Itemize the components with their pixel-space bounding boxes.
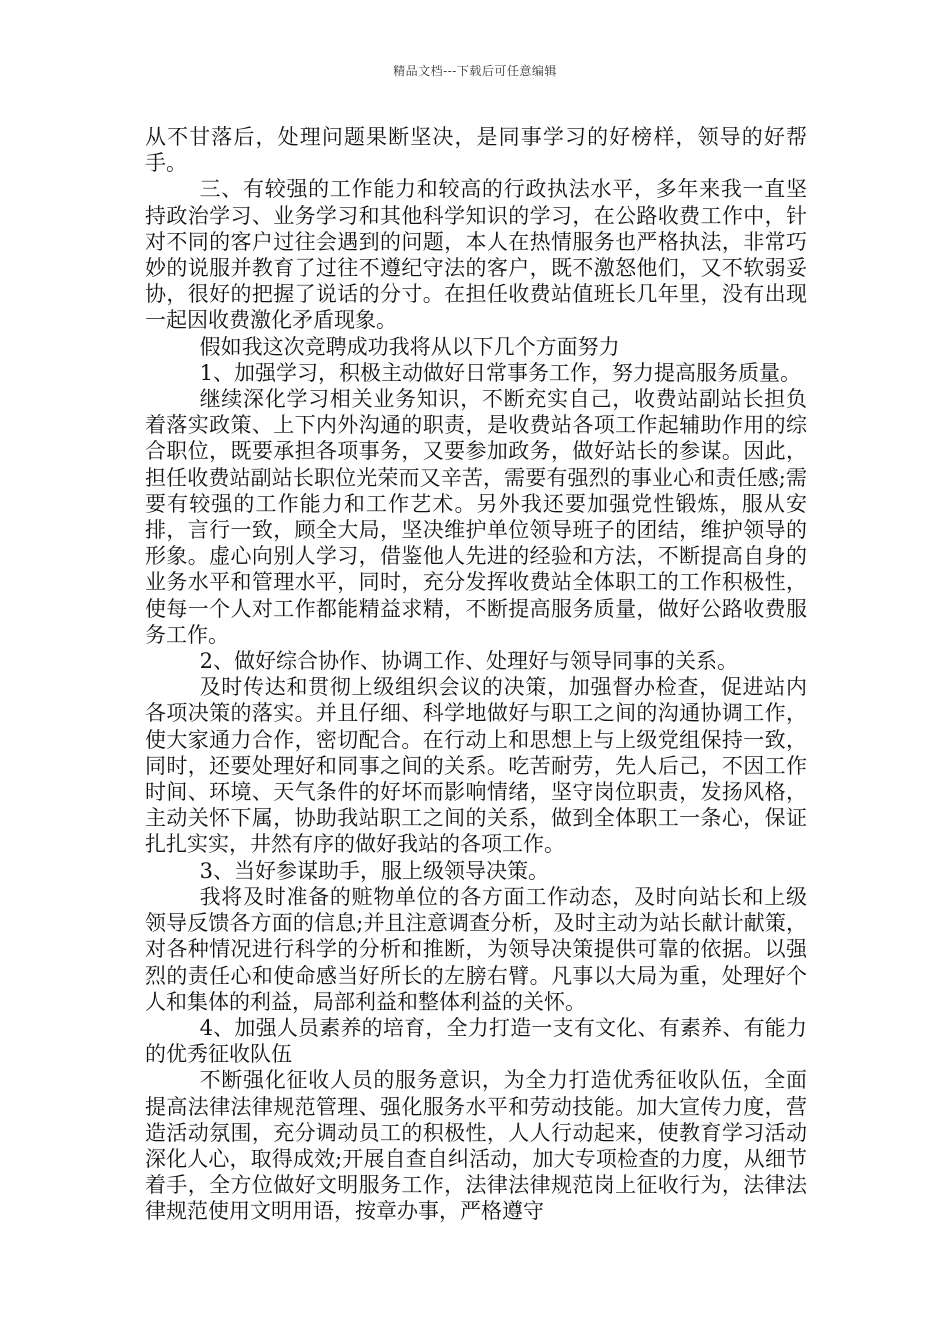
document-body	[145, 124, 807, 1225]
page-header: 精品文档---下载后可任意编辑	[393, 64, 557, 78]
paragraph: 及时传达和贯彻上级组织会议的决策，加强督办检查，促进站内各项决策的落实。并且仔细、科学地做好与职工之间的沟通协调工作，使大家通力合作，密切配合。在行动上和思想上与上级党组保持一致，同时，还要处理好和同事之间的关系。吃苦耐劳，先人后己，不因工作时间、环境、天气条件的好坏而影响情绪，坚守岗位职责，发扬风格，主动关怀下属，协助我站职工之间的关系，做到全体职工一条心，保证扎扎实实，井然有序的做好我站的各项工作。	[145, 675, 807, 857]
paragraph: 4、加强人员素养的培育，全力打造一支有文化、有素养、有能力的优秀征收队伍	[145, 1015, 807, 1067]
paragraph: 3、当好参谋助手，服上级领导决策。	[199, 858, 549, 883]
paragraph: 继续深化学习相关业务知识，不断充实自己，收费站副站长担负着落实政策、上下内外沟通的职责，是收费站各项工作起辅助作用的综合职位，既要承担各项事务，又要参加政务，做好站长的参谋。因此，担任收费站副站长职位光荣而又辛苦，需要有强烈的事业心和责任感;需要有较强的工作能力和工作艺术。另外我还要加强党性锻炼，服从安排，言行一致，顾全大局，坚决维护单位领导班子的团结，维护领导的形象。虚心向别人学习，借鉴他人先进的经验和方法，不断提高自身的业务水平和管理水平，同时，充分发挥收费站全体职工的工作积极性，使每一个人对工作都能精益求精，不断提高服务质量，做好公路收费服务工作。	[145, 387, 807, 647]
paragraph: 2、做好综合协作、协调工作、处理好与领导同事的关系。	[199, 649, 738, 674]
paragraph: 从不甘落后，处理问题果断坚决，是同事学习的好榜样，领导的好帮手。	[145, 125, 807, 176]
paragraph: 我将及时准备的赃物单位的各方面工作动态，及时向站长和上级领导反馈各方面的信息;并且注意调查分析，及时主动为站长献计献策，对各种情况进行科学的分析和推断，为领导决策提供可靠的依据。以强烈的责任心和使命感当好所长的左膀右臂。凡事以大局为重，处理好个人和集体的利益，局部利益和整体利益的关怀。	[145, 884, 807, 1014]
paragraph: 不断强化征收人员的服务意识，为全力打造优秀征收队伍，全面提高法律法律规范管理、强化服务水平和劳动技能。加大宣传力度，营造活动氛围，充分调动员工的积极性，人人行动起来，使教育学习活动深化人心，取得成效;开展自查自纠活动，加大专项检查的力度，从细节着手，全方位做好文明服务工作，法律法律规范岗上征收行为，法律法律规范使用文明用语，按章办事，严格遵守	[145, 1068, 807, 1224]
paragraph: 三、有较强的工作能力和较高的行政执法水平，多年来我一直坚持政治学习、业务学习和其他科学知识的学习，在公路收费工作中，针对不同的客户过往会遇到的问题，本人在热情服务也严格执法，非常巧妙的说服并教育了过往不遵纪守法的客户，既不激怒他们，又不软弱妥协，很好的把握了说话的分寸。在担任收费站值班长几年里，没有出现一起因收费激化矛盾现象。	[145, 177, 807, 333]
paragraph: 1、加强学习，积极主动做好日常事务工作，努力提高服务质量。	[199, 360, 801, 385]
paragraph: 假如我这次竞聘成功我将从以下几个方面努力	[199, 334, 620, 359]
